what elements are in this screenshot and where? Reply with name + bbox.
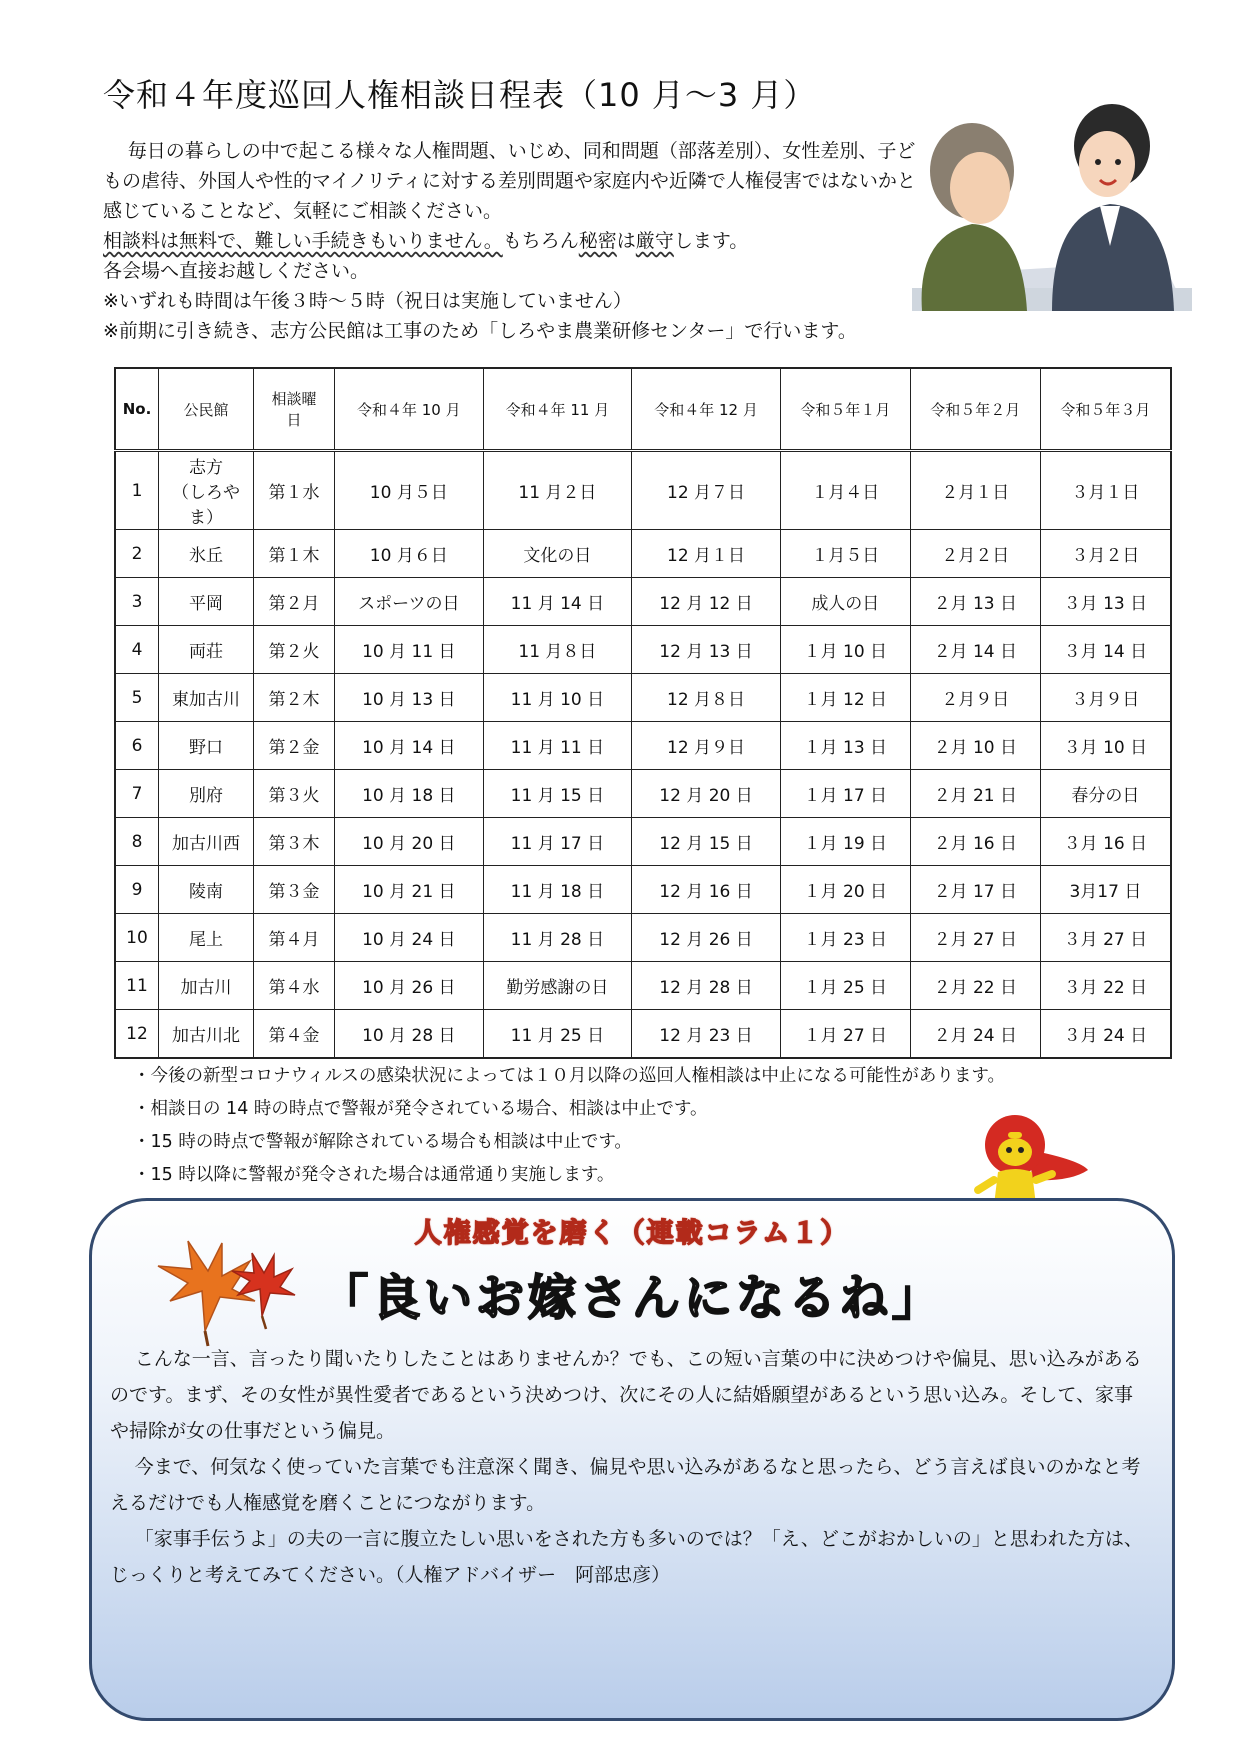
cell-hall: 別府 (159, 770, 254, 818)
cell-date: 10 月５日 (335, 451, 484, 530)
free-of-charge-text: 相談料は無料で、難しい手続きもいりません。 (103, 230, 503, 252)
cell-hall: 尾上 (159, 914, 254, 962)
cell-date: １月 20 日 (780, 866, 910, 914)
cell-no: 10 (115, 914, 159, 962)
cell-date: 12 月 28 日 (632, 962, 781, 1010)
note-item: ・15 時の時点で警報が解除されている場合も相談は中止です。 (133, 1132, 632, 1152)
table-row (115, 451, 1171, 530)
cell-date: ３月１日 (1040, 451, 1171, 530)
cell-date: １月 17 日 (780, 770, 910, 818)
column-paragraph-2: 今まで、何気なく使っていた言葉でも注意深く聞き、偏見や思い込みがあるなと思ったら、どう言えば良いのかなと考えるだけでも人権感覚を磨くことにつながります。 (110, 1456, 1141, 1514)
table-row (115, 770, 1171, 818)
column-paragraph-3: 「家事手伝うよ」の夫の一言に腹立たしい思いをされた方も多いのでは？「え、どこがおかしいの」と思われた方は、じっくりと考えてみてください。（人権アドバイザー 阿部忠彦） (110, 1528, 1143, 1586)
table-row (115, 1010, 1171, 1059)
cell-day: 第２火 (254, 626, 335, 674)
cell-date: 11 月 14 日 (483, 578, 632, 626)
cell-date: １月４日 (780, 451, 910, 530)
cell-date: １月 23 日 (780, 914, 910, 962)
cell-day: 第４月 (254, 914, 335, 962)
cell-date: 11 月 11 日 (483, 722, 632, 770)
cell-date: ２月１日 (910, 451, 1040, 530)
intro-line-3: 各会場へ直接お越しください。 (103, 260, 370, 282)
cell-date: １月 27 日 (780, 1010, 910, 1059)
intro-free-line (103, 226, 923, 256)
cell-date: 12 月 16 日 (632, 866, 781, 914)
cell-date: 11 月 10 日 (483, 674, 632, 722)
header-day (254, 368, 335, 451)
cell-hall-name: 志方 (189, 458, 223, 478)
cell-no: 1 (115, 451, 159, 530)
cell-date: ２月９日 (910, 674, 1040, 722)
table-row (115, 530, 1171, 578)
cell-no: 4 (115, 626, 159, 674)
cell-no: 11 (115, 962, 159, 1010)
strict-text: 厳守 (635, 230, 674, 252)
venue-note: ※前期に引き続き、志方公民館は工事のため「しろやま農業研修センター」で行います。 (103, 320, 857, 342)
cell-date: １月 19 日 (780, 818, 910, 866)
cell-date: １月 13 日 (780, 722, 910, 770)
table-row (115, 962, 1171, 1010)
cell-hall: 加古川西 (159, 818, 254, 866)
cell-date: ３月 16 日 (1040, 818, 1171, 866)
cell-date: 12 月 23 日 (632, 1010, 781, 1059)
page-title: 令和４年度巡回人権相談日程表（10 月～3 月） (103, 76, 817, 114)
cell-date: 3月17 日 (1040, 866, 1171, 914)
header-month-2: 令和４年 11 月 (483, 368, 632, 451)
table-row (115, 626, 1171, 674)
cell-date: 成人の日 (780, 578, 910, 626)
table-row (115, 818, 1171, 866)
column-paragraph-1: こんな一言、言ったり聞いたりしたことはありませんか？でも、この短い言葉の中に決めつけや偏見、思い込みがあるのです。まず、その女性が異性愛者であるという決めつけ、次にその人に結婚願望があるという思い込み。そして、家事や掃除が女の仕事だという偏見。 (110, 1348, 1142, 1442)
cell-hall: 平岡 (159, 578, 254, 626)
cell-date: ２月 14 日 (910, 626, 1040, 674)
cell-date: 10 月６日 (335, 530, 484, 578)
header-month-4: 令和５年１月 (780, 368, 910, 451)
column-body (110, 1341, 1150, 1593)
time-note: ※いずれも時間は午後３時～５時（祝日は実施していません） (103, 290, 632, 312)
cell-date: ２月 17 日 (910, 866, 1040, 914)
end-text: します。 (673, 230, 749, 252)
column-box (89, 1198, 1175, 1721)
table-row (115, 914, 1171, 962)
header-month-6: 令和５年３月 (1040, 368, 1171, 451)
cell-date: 勤労感謝の日 (483, 962, 632, 1010)
cell-date: ３月 14 日 (1040, 626, 1171, 674)
cell-date: 12 月 15 日 (632, 818, 781, 866)
cell-date: 10 月 20 日 (335, 818, 484, 866)
cell-date: ２月 24 日 (910, 1010, 1040, 1059)
header-month-3: 令和４年 12 月 (632, 368, 781, 451)
cell-date: ３月 27 日 (1040, 914, 1171, 962)
note-item: ・15 時以降に警報が発令された場合は通常通り実施します。 (133, 1165, 615, 1185)
cell-date: 11 月 15 日 (483, 770, 632, 818)
cell-hall: 東加古川 (159, 674, 254, 722)
consultation-illustration (912, 96, 1192, 311)
cell-date: 10 月 24 日 (335, 914, 484, 962)
header-day-line-2: 日 (286, 411, 302, 429)
cell-date: 11 月８日 (483, 626, 632, 674)
cell-hall (159, 451, 254, 530)
table-row (115, 578, 1171, 626)
cell-date: 12 月８日 (632, 674, 781, 722)
cell-date: 11 月 18 日 (483, 866, 632, 914)
cell-date: ２月 13 日 (910, 578, 1040, 626)
header-month-1: 令和４年 10 月 (335, 368, 484, 451)
cell-date: 11 月 25 日 (483, 1010, 632, 1059)
cell-date: 10 月 14 日 (335, 722, 484, 770)
cell-hall: 氷丘 (159, 530, 254, 578)
cell-no: 5 (115, 674, 159, 722)
cell-date: ３月９日 (1040, 674, 1171, 722)
cell-date: １月 12 日 (780, 674, 910, 722)
cell-day: 第１水 (254, 451, 335, 530)
cell-date: ３月 22 日 (1040, 962, 1171, 1010)
cell-day: 第３木 (254, 818, 335, 866)
cell-no: 9 (115, 866, 159, 914)
cell-date: 文化の日 (483, 530, 632, 578)
cell-hall-sub: （しろやま） (172, 483, 240, 528)
cell-day: 第２木 (254, 674, 335, 722)
cell-day: 第１木 (254, 530, 335, 578)
cell-date: ３月 24 日 (1040, 1010, 1171, 1059)
table-row (115, 722, 1171, 770)
header-hall: 公民館 (159, 368, 254, 451)
note-item: ・今後の新型コロナウィルスの感染状況によっては１０月以降の巡回人権相談は中止になる可能性があります。 (133, 1066, 1006, 1086)
of-course-text: もちろん (502, 230, 579, 252)
cell-no: 12 (115, 1010, 159, 1059)
cell-no: 8 (115, 818, 159, 866)
intro-paragraph (103, 136, 923, 226)
cell-hall: 加古川北 (159, 1010, 254, 1059)
note-item: ・相談日の 14 時の時点で警報が発令されている場合、相談は中止です。 (133, 1099, 708, 1119)
cell-hall: 両荘 (159, 626, 254, 674)
cell-hall: 野口 (159, 722, 254, 770)
cell-date: １月 25 日 (780, 962, 910, 1010)
cell-hall: 陵南 (159, 866, 254, 914)
cell-date: 10 月 11 日 (335, 626, 484, 674)
header-month-5: 令和５年２月 (910, 368, 1040, 451)
cell-date: 12 月 12 日 (632, 578, 781, 626)
cell-date: 10 月 21 日 (335, 866, 484, 914)
cell-date: 12 月 13 日 (632, 626, 781, 674)
column-heading: 人権感覚を磨く（連載コラム１） (414, 1218, 850, 1249)
secret-text: 秘密 (578, 230, 617, 252)
notes-list (133, 1060, 1005, 1192)
cell-date: 春分の日 (1040, 770, 1171, 818)
cell-no: 2 (115, 530, 159, 578)
cell-date: 12 月 20 日 (632, 770, 781, 818)
cell-date: 10 月 18 日 (335, 770, 484, 818)
cell-no: 3 (115, 578, 159, 626)
table-row (115, 866, 1171, 914)
table-header-row (115, 368, 1171, 451)
cell-date: ２月２日 (910, 530, 1040, 578)
cell-day: 第３火 (254, 770, 335, 818)
column-title: 「良いお嫁さんになるね」 (319, 1270, 944, 1326)
cell-date: ２月 16 日 (910, 818, 1040, 866)
cell-date: スポーツの日 (335, 578, 484, 626)
schedule-table (114, 367, 1172, 1059)
table-row (115, 674, 1171, 722)
cell-date: 10 月 28 日 (335, 1010, 484, 1059)
intro-line-1: 毎日の暮らしの中で起こる様々な人権問題、いじめ、同和問題（部落差別）、女性差別、子どもの虐待、外国人や性的マイノリティに対する差別問題や家庭内や近隣で人権侵害ではないかと感じていることなど、気軽にご相談ください。 (103, 140, 916, 222)
cell-date: ３月 13 日 (1040, 578, 1171, 626)
cell-day: 第２月 (254, 578, 335, 626)
cell-date: １月５日 (780, 530, 910, 578)
cell-day: 第４金 (254, 1010, 335, 1059)
cell-date: 12 月１日 (632, 530, 781, 578)
cell-hall: 加古川 (159, 962, 254, 1010)
cell-date: ２月 22 日 (910, 962, 1040, 1010)
cell-date: ３月２日 (1040, 530, 1171, 578)
cell-date: 12 月７日 (632, 451, 781, 530)
cell-day: 第３金 (254, 866, 335, 914)
cell-no: 6 (115, 722, 159, 770)
cell-date: 10 月 13 日 (335, 674, 484, 722)
cell-date: １月 10 日 (780, 626, 910, 674)
cell-day: 第２金 (254, 722, 335, 770)
cell-date: 12 月９日 (632, 722, 781, 770)
cell-no: 7 (115, 770, 159, 818)
header-no: No. (115, 368, 159, 451)
cell-date: ２月 21 日 (910, 770, 1040, 818)
ha-text: は (616, 230, 636, 252)
cell-date: 11 月 28 日 (483, 914, 632, 962)
header-day-line-1: 相談曜 (271, 390, 317, 408)
cell-date: 11 月２日 (483, 451, 632, 530)
cell-date: ２月 10 日 (910, 722, 1040, 770)
cell-day: 第４水 (254, 962, 335, 1010)
cell-date: 11 月 17 日 (483, 818, 632, 866)
cell-date: 12 月 26 日 (632, 914, 781, 962)
intro-text (103, 136, 923, 346)
cell-date: 10 月 26 日 (335, 962, 484, 1010)
cell-date: ２月 27 日 (910, 914, 1040, 962)
cell-date: ３月 10 日 (1040, 722, 1171, 770)
